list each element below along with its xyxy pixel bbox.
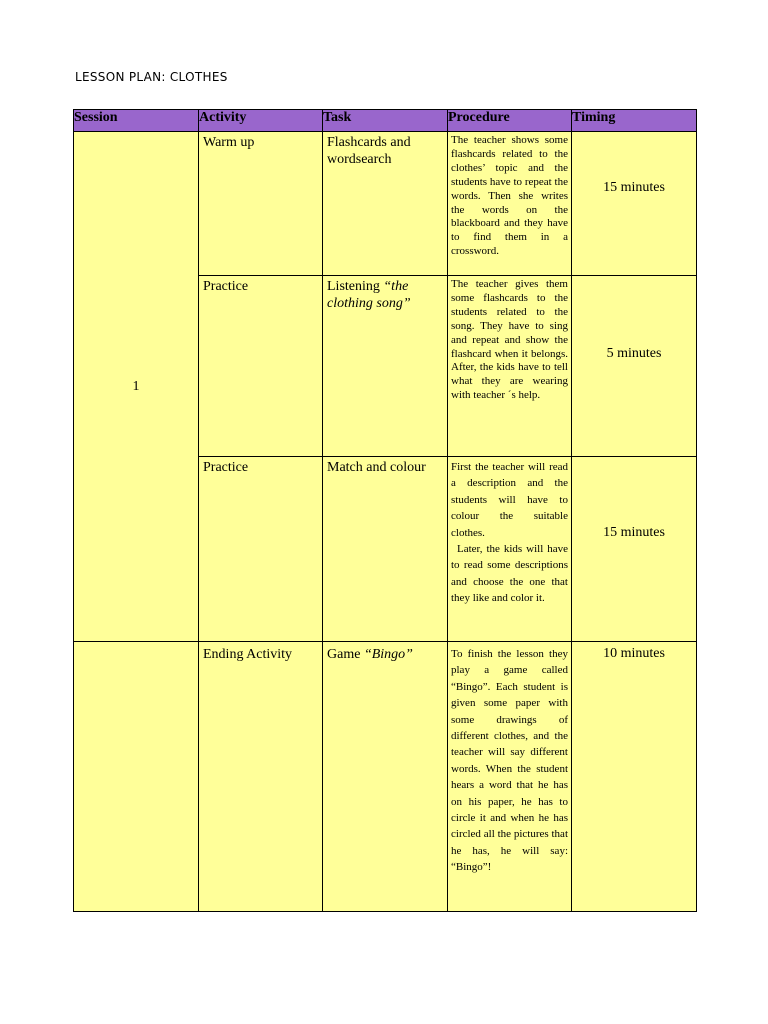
- table-row: [74, 132, 697, 276]
- procedure-cell: [448, 132, 572, 276]
- activity-cell: [199, 457, 323, 642]
- activity-label: Practice: [203, 279, 249, 294]
- lesson-plan-table: [73, 109, 697, 912]
- timing-label: 5 minutes: [606, 346, 662, 361]
- task-label: Match and colour: [327, 460, 426, 475]
- session-number: 1: [132, 378, 140, 394]
- procedure-text: The teacher shows some flashcards related to the clothes’ topic and the students have to repeat the words. Then she writes the words on the blackboard and they have to find them in a crossword.: [451, 134, 568, 258]
- activity-label: Warm up: [203, 135, 255, 150]
- timing-label: 15 minutes: [603, 180, 665, 195]
- activity-label: Ending Activity: [203, 647, 293, 662]
- timing-cell: [572, 276, 697, 457]
- header-timing: Timing: [572, 110, 697, 132]
- task-cell: [323, 642, 448, 912]
- timing-cell: [572, 457, 697, 642]
- activity-label: Practice: [203, 460, 249, 475]
- header-procedure: Procedure: [448, 110, 572, 132]
- task-cell: [323, 132, 448, 276]
- procedure-text: To finish the lesson they play a game called “Bingo”. Each student is given some paper with some drawings of different clothes, and the teacher will say different words. When the student hears a word that he has on his paper, he has to circle it and when he has circled all the pictures that he has, he will say: “Bingo”!: [451, 648, 568, 874]
- task-label: Game “Bingo”: [327, 647, 413, 662]
- activity-cell: [199, 132, 323, 276]
- timing-label: 10 minutes: [603, 646, 665, 661]
- task-label: Listening “the clothing song”: [327, 279, 411, 311]
- procedure-text: The teacher gives them some flashcards to the students related to the song. They have to sing and repeat and show the flashcard when it belongs. After, the kids have to tell what they are wearing with teacher ´s help.: [451, 278, 568, 402]
- header-session: Session: [74, 110, 199, 132]
- table-row: [74, 642, 697, 912]
- procedure-cell: [448, 642, 572, 912]
- session-cell-empty: [74, 642, 199, 912]
- activity-cell: [199, 642, 323, 912]
- document-title: LESSON PLAN: CLOTHES: [75, 70, 228, 84]
- timing-cell: [572, 132, 697, 276]
- procedure-text: First the teacher will read a description and the students will have to colour the suitable clothes. Later, the kids will have to read some descriptions and choose the one that they like and color it.: [451, 461, 568, 605]
- task-label: Flashcards and wordsearch: [327, 135, 411, 167]
- timing-label: 15 minutes: [603, 525, 665, 540]
- timing-cell: [572, 642, 697, 912]
- table-header-row: [74, 110, 697, 132]
- header-activity: Activity: [199, 110, 323, 132]
- session-cell: [74, 132, 199, 642]
- task-cell: [323, 276, 448, 457]
- header-task: Task: [323, 110, 448, 132]
- procedure-cell: [448, 276, 572, 457]
- task-cell: [323, 457, 448, 642]
- procedure-cell: [448, 457, 572, 642]
- activity-cell: [199, 276, 323, 457]
